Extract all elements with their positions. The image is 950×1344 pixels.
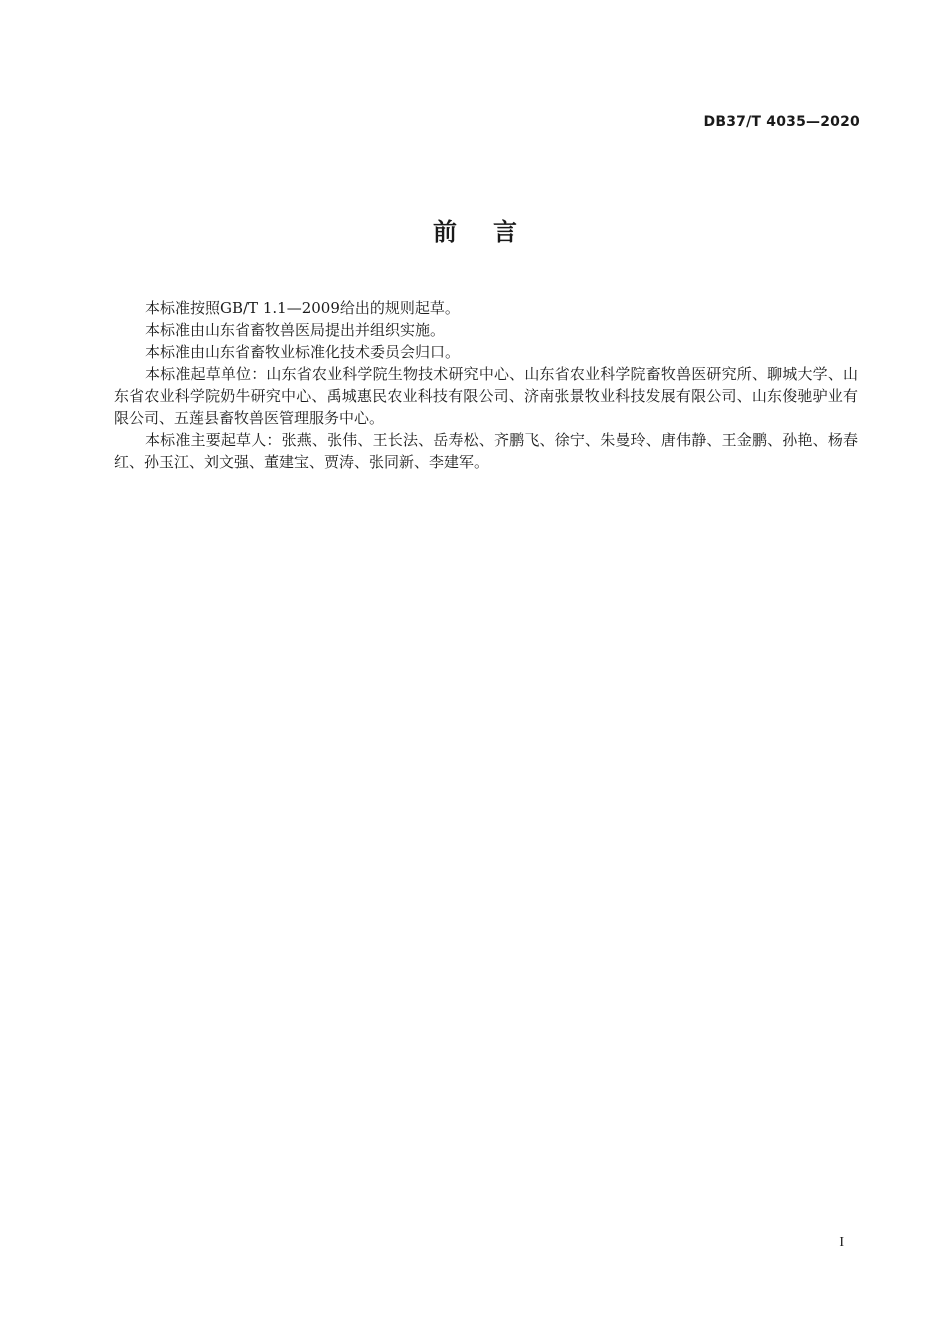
paragraph-proposer: 本标准由山东省畜牧兽医局提出并组织实施。 [145,321,446,339]
page-number: I [839,1235,844,1250]
foreword-body [114,297,858,473]
paragraph-drafters: 本标准主要起草人：张燕、张伟、王长法、岳寿松、齐鹏飞、徐宁、朱曼玲、唐伟静、王金鹏、孙艳、杨春红、孙玉江、刘文强、董建宝、贾涛、张同新、李建军。 [114,431,858,471]
page-title: 前言 [433,218,553,246]
paragraph-drafting-rules: 本标准按照GB/T 1.1—2009给出的规则起草。 [145,299,460,317]
paragraph-committee: 本标准由山东省畜牧业标准化技术委员会归口。 [145,343,461,361]
document-code: DB37/T 4035—2020 [703,114,860,130]
paragraph-drafting-units: 本标准起草单位：山东省农业科学院生物技术研究中心、山东省农业科学院畜牧兽医研究所、聊城大学、山东省农业科学院奶牛研究中心、禹城惠民农业科技有限公司、济南张景牧业科技发展有限公司、山东俊驰驴业有限公司、五莲县畜牧兽医管理服务中心。 [114,365,858,427]
